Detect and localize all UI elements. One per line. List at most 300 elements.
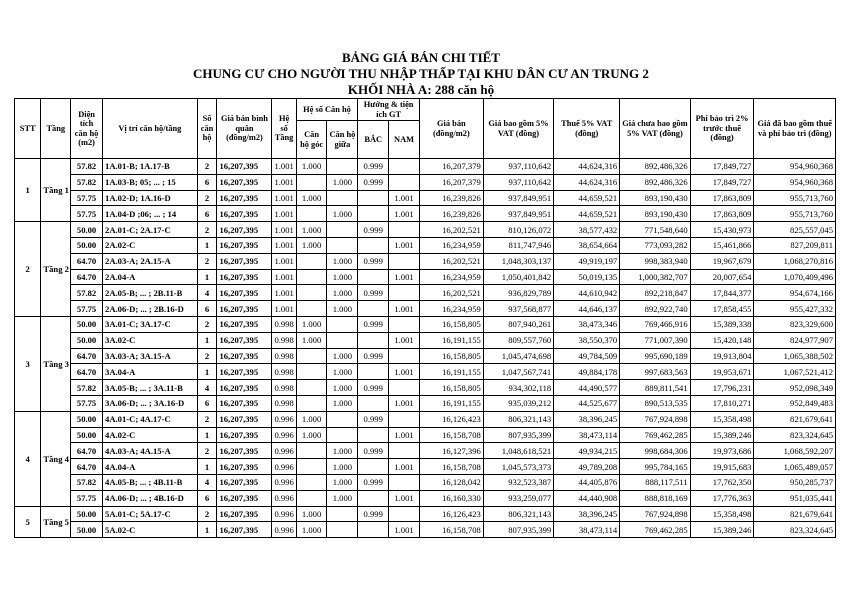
cell-bac: 0.999 (358, 380, 389, 396)
cell-giua: 1.000 (327, 348, 358, 364)
cell-vat: 937,849,951 (483, 190, 553, 206)
cell-giua: 1.000 (327, 253, 358, 269)
cell-pos: 3A.04-A (103, 364, 198, 380)
cell-avg: 16,207,395 (217, 301, 272, 317)
cell-area: 64.70 (71, 253, 103, 269)
cell-hs: 1.001 (272, 301, 296, 317)
cell-thue: 44,405,876 (554, 474, 620, 490)
cell-qty: 2 (197, 443, 217, 459)
cell-area: 57.82 (71, 474, 103, 490)
cell-tong: 954,674,166 (754, 285, 836, 301)
cell-avg: 16,207,395 (217, 253, 272, 269)
cell-area: 57.82 (71, 174, 103, 190)
cell-avg: 16,207,395 (217, 395, 272, 411)
cell-giua: 1.000 (327, 474, 358, 490)
cell-chua: 890,513,535 (620, 395, 690, 411)
cell-pos: 2A.01-C; 2A.17-C (103, 222, 198, 238)
header-south: NAM (389, 121, 420, 159)
cell-qty: 1 (197, 522, 217, 538)
cell-giua (327, 427, 358, 443)
cell-pos: 4A.03-A; 4A.15-A (103, 443, 198, 459)
table-row (15, 380, 836, 396)
cell-phi: 17,810,271 (690, 395, 754, 411)
cell-tong: 1,067,521,412 (754, 364, 836, 380)
cell-hs: 1.001 (272, 253, 296, 269)
cell-goc: 1.000 (296, 222, 327, 238)
cell-vat: 1,050,401,842 (483, 269, 553, 285)
cell-area: 64.70 (71, 348, 103, 364)
cell-hs: 0.998 (272, 348, 296, 364)
cell-gb: 16,239,826 (419, 190, 483, 206)
cell-bac (358, 490, 389, 506)
cell-nam: 1.001 (389, 269, 420, 285)
cell-area: 57.75 (71, 490, 103, 506)
cell-goc (296, 174, 327, 190)
cell-nam: 1.001 (389, 332, 420, 348)
cell-gb: 16,234,959 (419, 269, 483, 285)
cell-gb: 16,202,521 (419, 253, 483, 269)
cell-chua: 767,924,898 (620, 506, 690, 522)
cell-phi: 19,973,686 (690, 443, 754, 459)
cell-nam (389, 316, 420, 332)
cell-avg: 16,207,395 (217, 269, 272, 285)
cell-avg: 16,207,395 (217, 316, 272, 332)
cell-chua: 998,383,940 (620, 253, 690, 269)
table-row (15, 411, 836, 427)
cell-thue: 44,659,521 (554, 190, 620, 206)
cell-area: 50.00 (71, 237, 103, 253)
cell-pos: 1A.01-B; 1A.17-B (103, 159, 198, 175)
cell-qty: 2 (197, 348, 217, 364)
cell-pos: 3A.02-C (103, 332, 198, 348)
cell-nam: 1.001 (389, 237, 420, 253)
cell-goc (296, 443, 327, 459)
document-title-block (0, 50, 842, 98)
cell-avg: 16,207,395 (217, 190, 272, 206)
cell-chua: 893,190,430 (620, 206, 690, 222)
cell-nam (389, 443, 420, 459)
cell-gb: 16,239,826 (419, 206, 483, 222)
cell-goc (296, 206, 327, 222)
cell-qty: 1 (197, 237, 217, 253)
cell-avg: 16,207,395 (217, 285, 272, 301)
cell-avg: 16,207,395 (217, 364, 272, 380)
table-row (15, 285, 836, 301)
cell-gb: 16,158,805 (419, 316, 483, 332)
cell-bac (358, 427, 389, 443)
table-row (15, 348, 836, 364)
cell-gb: 16,158,708 (419, 522, 483, 538)
cell-tong: 827,209,811 (754, 237, 836, 253)
table-row (15, 490, 836, 506)
cell-phi: 17,849,727 (690, 159, 754, 175)
cell-phi: 19,967,679 (690, 253, 754, 269)
cell-qty: 4 (197, 285, 217, 301)
cell-avg: 16,207,395 (217, 332, 272, 348)
cell-gb: 16,202,521 (419, 285, 483, 301)
cell-chua: 889,811,541 (620, 380, 690, 396)
table-row (15, 269, 836, 285)
cell-phi: 17,796,231 (690, 380, 754, 396)
header-avg-price: Giá bán bình quân (đồng/m2) (217, 99, 272, 159)
cell-nam (389, 222, 420, 238)
cell-hs: 0.996 (272, 506, 296, 522)
cell-hs: 0.998 (272, 380, 296, 396)
cell-pos: 5A.02-C (103, 522, 198, 538)
cell-giua (327, 237, 358, 253)
cell-giua: 1.000 (327, 206, 358, 222)
title-line-1: BẢNG GIÁ BÁN CHI TIẾT (342, 50, 500, 65)
cell-tong: 823,329,600 (754, 316, 836, 332)
cell-chua: 998,684,306 (620, 443, 690, 459)
cell-bac (358, 190, 389, 206)
cell-hs: 0.996 (272, 522, 296, 538)
header-corner: Căn hộ góc (296, 121, 327, 159)
cell-tong: 1,068,592,207 (754, 443, 836, 459)
cell-bac: 0.999 (358, 222, 389, 238)
cell-giua (327, 190, 358, 206)
cell-gb: 16,160,330 (419, 490, 483, 506)
cell-vat: 807,940,261 (483, 316, 553, 332)
cell-bac: 0.999 (358, 506, 389, 522)
cell-tang: Tầng 3 (41, 316, 71, 411)
cell-hs: 1.001 (272, 159, 296, 175)
cell-qty: 6 (197, 301, 217, 317)
cell-gb: 16,207,379 (419, 159, 483, 175)
cell-gb: 16,126,423 (419, 506, 483, 522)
table-row (15, 522, 836, 538)
cell-hs: 1.001 (272, 237, 296, 253)
cell-area: 64.70 (71, 443, 103, 459)
cell-area: 57.75 (71, 206, 103, 222)
cell-phi: 15,389,338 (690, 316, 754, 332)
cell-hs: 1.001 (272, 285, 296, 301)
cell-qty: 2 (197, 253, 217, 269)
cell-stt: 2 (15, 222, 41, 317)
cell-bac: 0.999 (358, 285, 389, 301)
cell-avg: 16,207,395 (217, 237, 272, 253)
cell-stt: 5 (15, 506, 41, 538)
cell-phi: 19,915,683 (690, 459, 754, 475)
cell-chua: 769,462,285 (620, 427, 690, 443)
header-north: BẮC (358, 121, 389, 159)
table-row (15, 395, 836, 411)
cell-hs: 0.996 (272, 443, 296, 459)
table-row (15, 474, 836, 490)
cell-area: 57.82 (71, 380, 103, 396)
table-row (15, 443, 836, 459)
cell-goc (296, 269, 327, 285)
cell-goc (296, 459, 327, 475)
cell-bac: 0.999 (358, 316, 389, 332)
cell-avg: 16,207,395 (217, 411, 272, 427)
cell-hs: 1.001 (272, 206, 296, 222)
cell-pos: 4A.05-B; ... ; 4B.11-B (103, 474, 198, 490)
header-middle: Căn hộ giữa (327, 121, 358, 159)
cell-gb: 16,158,805 (419, 380, 483, 396)
cell-area: 64.70 (71, 459, 103, 475)
cell-chua: 892,922,740 (620, 301, 690, 317)
cell-giua: 1.000 (327, 364, 358, 380)
cell-thue: 49,884,178 (554, 364, 620, 380)
cell-thue: 38,396,245 (554, 506, 620, 522)
cell-hs: 0.998 (272, 364, 296, 380)
header-apt-coef: Hệ số Căn hộ (296, 99, 358, 121)
cell-nam: 1.001 (389, 190, 420, 206)
cell-goc: 1.000 (296, 506, 327, 522)
cell-bac: 0.999 (358, 348, 389, 364)
cell-goc (296, 490, 327, 506)
cell-nam: 1.001 (389, 395, 420, 411)
cell-hs: 0.998 (272, 395, 296, 411)
cell-tong: 1,070,409,496 (754, 269, 836, 285)
cell-tong: 954,960,368 (754, 159, 836, 175)
cell-phi: 17,776,363 (690, 490, 754, 506)
cell-tong: 823,324,645 (754, 522, 836, 538)
cell-avg: 16,207,395 (217, 222, 272, 238)
cell-stt: 4 (15, 411, 41, 506)
cell-tong: 950,285,737 (754, 474, 836, 490)
cell-avg: 16,207,395 (217, 348, 272, 364)
cell-tong: 955,427,332 (754, 301, 836, 317)
cell-thue: 44,624,316 (554, 174, 620, 190)
cell-goc: 1.000 (296, 522, 327, 538)
cell-vat: 937,110,642 (483, 174, 553, 190)
header-floor-coef: Hệ số Tầng (272, 99, 296, 159)
header-qty: Số căn hộ (197, 99, 217, 159)
cell-thue: 38,577,432 (554, 222, 620, 238)
cell-hs: 1.001 (272, 222, 296, 238)
cell-tong: 824,977,907 (754, 332, 836, 348)
cell-qty: 2 (197, 411, 217, 427)
cell-vat: 932,523,387 (483, 474, 553, 490)
cell-nam: 1.001 (389, 364, 420, 380)
cell-giua (327, 522, 358, 538)
cell-gb: 16,234,959 (419, 237, 483, 253)
table-row (15, 222, 836, 238)
header-position: Vị trí căn hộ/tầng (103, 99, 198, 159)
cell-area: 57.82 (71, 159, 103, 175)
cell-phi: 20,007,654 (690, 269, 754, 285)
table-row (15, 427, 836, 443)
cell-bac (358, 395, 389, 411)
cell-phi: 19,953,671 (690, 364, 754, 380)
cell-qty: 4 (197, 380, 217, 396)
cell-area: 50.00 (71, 222, 103, 238)
cell-phi: 15,358,498 (690, 506, 754, 522)
cell-phi: 17,858,455 (690, 301, 754, 317)
cell-pos: 3A.05-B; ... ; 3A.11-B (103, 380, 198, 396)
cell-phi: 17,849,727 (690, 174, 754, 190)
cell-goc (296, 301, 327, 317)
cell-gb: 16,158,708 (419, 427, 483, 443)
cell-qty: 1 (197, 332, 217, 348)
cell-pos: 1A.04-D ;06; ... ; 14 (103, 206, 198, 222)
header-total: Giá đã bao gồm thuế và phí bảo trì (đồng) (754, 99, 836, 159)
cell-pos: 4A.06-D; ... ; 4B.16-D (103, 490, 198, 506)
title-line-2: CHUNG CƯ CHO NGƯỜI THU NHẬP THẤP TẠI KHU DÂN CƯ AN TRUNG 2 (193, 66, 649, 81)
cell-phi: 15,430,973 (690, 222, 754, 238)
cell-phi: 15,358,498 (690, 411, 754, 427)
cell-qty: 2 (197, 316, 217, 332)
cell-giua (327, 159, 358, 175)
cell-pos: 2A.04-A (103, 269, 198, 285)
cell-area: 50.00 (71, 332, 103, 348)
cell-area: 50.00 (71, 316, 103, 332)
cell-bac: 0.999 (358, 474, 389, 490)
header-excl-vat: Giá chưa bao gồm 5% VAT (đồng) (620, 99, 690, 159)
cell-area: 57.75 (71, 395, 103, 411)
cell-goc (296, 285, 327, 301)
cell-bac: 0.999 (358, 411, 389, 427)
table-body (15, 159, 836, 538)
cell-nam (389, 174, 420, 190)
cell-giua: 1.000 (327, 301, 358, 317)
cell-vat: 1,047,567,741 (483, 364, 553, 380)
cell-phi: 17,844,377 (690, 285, 754, 301)
cell-area: 57.75 (71, 190, 103, 206)
cell-bac (358, 364, 389, 380)
header-direction: Hướng & tiện ích GT (358, 99, 420, 121)
cell-vat: 806,321,143 (483, 411, 553, 427)
cell-pos: 1A.03-B; 05; ... ; 15 (103, 174, 198, 190)
cell-pos: 2A.02-C (103, 237, 198, 253)
cell-hs: 1.001 (272, 190, 296, 206)
cell-vat: 936,829,789 (483, 285, 553, 301)
cell-pos: 1A.02-D; 1A.16-D (103, 190, 198, 206)
cell-goc: 1.000 (296, 411, 327, 427)
cell-goc (296, 253, 327, 269)
cell-qty: 1 (197, 427, 217, 443)
cell-vat: 807,935,399 (483, 427, 553, 443)
cell-thue: 38,550,370 (554, 332, 620, 348)
cell-avg: 16,207,395 (217, 474, 272, 490)
cell-gb: 16,207,379 (419, 174, 483, 190)
cell-goc: 1.000 (296, 316, 327, 332)
cell-tong: 1,065,489,057 (754, 459, 836, 475)
cell-hs: 0.996 (272, 427, 296, 443)
table-row (15, 190, 836, 206)
cell-thue: 38,473,114 (554, 522, 620, 538)
cell-bac (358, 237, 389, 253)
cell-nam (389, 253, 420, 269)
cell-thue: 44,440,908 (554, 490, 620, 506)
cell-qty: 6 (197, 395, 217, 411)
cell-pos: 2A.06-D; ... ; 2B.16-D (103, 301, 198, 317)
cell-avg: 16,207,395 (217, 459, 272, 475)
cell-chua: 767,924,898 (620, 411, 690, 427)
cell-pos: 2A.03-A; 2A.15-A (103, 253, 198, 269)
cell-vat: 933,259,077 (483, 490, 553, 506)
cell-hs: 1.001 (272, 269, 296, 285)
cell-tong: 955,713,760 (754, 206, 836, 222)
cell-nam (389, 348, 420, 364)
cell-vat: 806,321,143 (483, 506, 553, 522)
header-tax: Thuế 5% VAT (đồng) (554, 99, 620, 159)
cell-thue: 44,610,942 (554, 285, 620, 301)
cell-thue: 44,490,577 (554, 380, 620, 396)
cell-gb: 16,126,423 (419, 411, 483, 427)
cell-bac (358, 206, 389, 222)
cell-avg: 16,207,395 (217, 506, 272, 522)
table-row (15, 174, 836, 190)
cell-chua: 893,190,430 (620, 190, 690, 206)
cell-bac (358, 301, 389, 317)
cell-stt: 1 (15, 159, 41, 222)
cell-phi: 17,863,809 (690, 190, 754, 206)
cell-thue: 38,654,664 (554, 237, 620, 253)
cell-tong: 951,035,441 (754, 490, 836, 506)
cell-gb: 16,158,708 (419, 459, 483, 475)
table-row (15, 506, 836, 522)
cell-vat: 1,045,573,373 (483, 459, 553, 475)
cell-goc (296, 364, 327, 380)
cell-vat: 934,302,118 (483, 380, 553, 396)
cell-phi: 15,389,246 (690, 522, 754, 538)
cell-chua: 769,462,285 (620, 522, 690, 538)
cell-giua (327, 332, 358, 348)
cell-avg: 16,207,395 (217, 443, 272, 459)
cell-tong: 952,098,349 (754, 380, 836, 396)
cell-vat: 937,568,877 (483, 301, 553, 317)
cell-vat: 1,048,618,521 (483, 443, 553, 459)
cell-qty: 2 (197, 190, 217, 206)
cell-gb: 16,127,396 (419, 443, 483, 459)
cell-chua: 892,486,326 (620, 174, 690, 190)
cell-chua: 769,466,916 (620, 316, 690, 332)
cell-phi: 19,913,804 (690, 348, 754, 364)
cell-giua (327, 316, 358, 332)
cell-gb: 16,202,521 (419, 222, 483, 238)
cell-tong: 1,068,270,816 (754, 253, 836, 269)
table-row (15, 459, 836, 475)
cell-tong: 821,679,641 (754, 411, 836, 427)
cell-vat: 937,849,951 (483, 206, 553, 222)
cell-qty: 6 (197, 490, 217, 506)
cell-qty: 6 (197, 174, 217, 190)
table-row (15, 237, 836, 253)
cell-tang: Tầng 4 (41, 411, 71, 506)
cell-hs: 0.996 (272, 490, 296, 506)
cell-area: 50.00 (71, 522, 103, 538)
cell-qty: 2 (197, 159, 217, 175)
cell-tang: Tầng 1 (41, 159, 71, 222)
cell-gb: 16,158,805 (419, 348, 483, 364)
cell-goc (296, 395, 327, 411)
cell-thue: 44,624,316 (554, 159, 620, 175)
cell-giua: 1.000 (327, 285, 358, 301)
cell-goc: 1.000 (296, 332, 327, 348)
cell-stt: 3 (15, 316, 41, 411)
cell-nam: 1.001 (389, 459, 420, 475)
cell-giua (327, 506, 358, 522)
cell-pos: 4A.04-A (103, 459, 198, 475)
cell-pos: 5A.01-C; 5A.17-C (103, 506, 198, 522)
table-row (15, 364, 836, 380)
cell-phi: 15,420,148 (690, 332, 754, 348)
cell-giua: 1.000 (327, 443, 358, 459)
cell-pos: 4A.01-C; 4A.17-C (103, 411, 198, 427)
cell-area: 57.82 (71, 285, 103, 301)
cell-area: 50.00 (71, 506, 103, 522)
cell-hs: 0.998 (272, 316, 296, 332)
cell-chua: 997,683,563 (620, 364, 690, 380)
cell-phi: 15,461,866 (690, 237, 754, 253)
cell-tang: Tầng 2 (41, 222, 71, 317)
cell-hs: 0.996 (272, 411, 296, 427)
cell-vat: 809,557,760 (483, 332, 553, 348)
cell-vat: 937,110,642 (483, 159, 553, 175)
